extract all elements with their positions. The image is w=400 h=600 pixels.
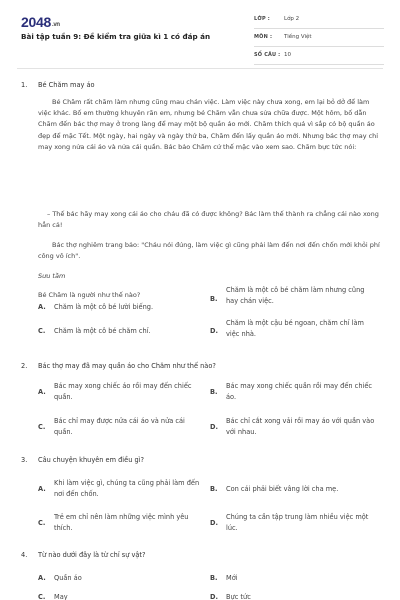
option-text: Mới bbox=[226, 574, 238, 582]
option-d[interactable] bbox=[210, 512, 383, 540]
option-d[interactable] bbox=[210, 416, 383, 444]
option-label: B. bbox=[210, 485, 218, 493]
question-text: Câu chuyện khuyên em điều gì? bbox=[38, 456, 144, 464]
option-text: Khi làm việc gì, chúng ta cũng phải làm đến nơi đến chốn. bbox=[54, 479, 200, 498]
passage-title: Bé Chăm may áo bbox=[38, 81, 95, 89]
question-1-heading bbox=[21, 81, 95, 89]
option-text: Bực tức bbox=[226, 593, 251, 600]
option-b[interactable] bbox=[210, 381, 383, 409]
passage-source: Sưu tầm bbox=[38, 272, 66, 280]
option-a[interactable] bbox=[38, 573, 208, 587]
option-text: May bbox=[54, 593, 68, 600]
meta-class-value: Lớp 2 bbox=[284, 16, 300, 22]
option-text: Chăm là một cậu bé ngoan, chăm chỉ làm việc nhà. bbox=[226, 319, 364, 338]
option-label: C. bbox=[38, 519, 46, 527]
option-text: Con cái phải biết vâng lời cha mẹ. bbox=[226, 485, 339, 493]
question-text: Bé Chăm là người như thế nào? bbox=[38, 291, 141, 299]
question-2-heading bbox=[21, 362, 216, 370]
option-text: Chúng ta cần tập trung làm nhiều việc một lúc. bbox=[226, 513, 369, 532]
option-text: Bác may xong chiếc áo rồi may đến chiếc quần. bbox=[54, 382, 192, 401]
meta-count-row bbox=[254, 50, 384, 65]
question-number: 3. bbox=[21, 456, 28, 464]
passage-paragraph: – Thế bác hãy may xong cái áo cho cháu đã có được không? Bác làm thế thành ra chẳng cái nào xong hẳn cả! bbox=[38, 210, 379, 230]
option-label: A. bbox=[38, 303, 46, 311]
meta-info bbox=[254, 14, 384, 59]
option-label: C. bbox=[38, 327, 46, 335]
option-a[interactable] bbox=[38, 478, 208, 506]
option-a[interactable] bbox=[38, 293, 208, 321]
meta-count-label: SỐ CÂU : bbox=[254, 52, 281, 58]
option-label: B. bbox=[210, 388, 218, 396]
option-text: Trẻ em chỉ nên làm những việc mình yêu thích. bbox=[54, 513, 189, 532]
question-4-heading bbox=[21, 551, 146, 559]
header bbox=[0, 0, 400, 70]
option-label: A. bbox=[38, 485, 46, 493]
meta-count-value: 10 bbox=[284, 52, 291, 58]
header-divider bbox=[17, 68, 383, 69]
question-number: 2. bbox=[21, 362, 28, 370]
meta-subject-row bbox=[254, 32, 384, 47]
meta-subject-value: Tiếng Việt bbox=[284, 34, 312, 40]
passage-paragraph: Bác thợ nghiêm trang bảo: "Cháu nói đúng, làm việc gì cũng phải làm đến nơi đến chốn mới khỏi phí công vô ích". bbox=[38, 241, 380, 261]
meta-subject-label: MÔN : bbox=[254, 34, 273, 40]
question-number: 4. bbox=[21, 551, 28, 559]
option-text: Bác chỉ cắt xong vải rồi may áo với quần vào với nhau. bbox=[226, 417, 375, 436]
option-label: A. bbox=[38, 574, 46, 582]
option-c[interactable] bbox=[38, 416, 208, 444]
option-label: C. bbox=[38, 593, 46, 600]
option-text: Chăm là một cô bé lười biếng. bbox=[54, 303, 154, 311]
option-text: Chăm là một cô bé chăm chỉ. bbox=[54, 327, 151, 335]
option-d[interactable] bbox=[210, 318, 383, 350]
option-b[interactable] bbox=[210, 285, 383, 317]
option-text: Chăm là một cô bé chăm làm nhưng cũng hay chán việc. bbox=[226, 286, 365, 305]
option-label: C. bbox=[38, 423, 46, 431]
question-number: 1. bbox=[21, 81, 28, 89]
option-label: D. bbox=[210, 327, 218, 335]
option-label: D. bbox=[210, 519, 218, 527]
meta-class-row bbox=[254, 14, 384, 29]
option-d[interactable] bbox=[210, 592, 383, 600]
option-a[interactable] bbox=[38, 381, 208, 409]
option-b[interactable] bbox=[210, 573, 383, 587]
passage-paragraph: Bé Chăm rất chăm làm nhưng cũng mau chán việc. Làm việc này chưa xong, em lại bỏ dở để làm việc khác. Bố em thường khuyên răn em, nhưng bé Chăm vẫn chưa sửa chữa được. Một hôm, bố dẫn Chăm đến bác thợ may ở trong làng để may một bộ quần áo mới. Chăm thích quá vì sắp có bộ quần áo đẹp để mặc Tết. Một ngày, hai ngày và ngày thứ ba, Chăm đến lấy quần áo mới. Nhưng bác thợ may chỉ may xong nửa cái áo và nửa cái quần. Bác bảo Chăm cứ thế mặc vào xem sao. Chăm bực tức nói: bbox=[38, 98, 379, 151]
option-c[interactable] bbox=[38, 325, 208, 345]
option-label: D. bbox=[210, 423, 218, 431]
option-text: Bác may xong chiếc quần rồi may đến chiếc áo. bbox=[226, 382, 373, 401]
question-3-heading bbox=[21, 456, 144, 464]
option-b[interactable] bbox=[210, 484, 383, 500]
option-text: Bác chỉ may được nửa cái áo và nửa cái quần. bbox=[54, 417, 185, 436]
option-label: A. bbox=[38, 388, 46, 396]
page-title: Bài tập tuần 9: Đề kiểm tra giữa kì 1 có đáp án bbox=[21, 32, 211, 41]
site-logo[interactable]: 2048.vn bbox=[21, 14, 60, 30]
option-c[interactable] bbox=[38, 592, 208, 600]
meta-class-label: LỚP : bbox=[254, 16, 270, 22]
question-text: Bác thợ may đã may quần áo cho Chăm như thế nào? bbox=[38, 362, 216, 370]
question-text: Từ nào dưới đây là từ chỉ sự vật? bbox=[38, 551, 146, 559]
option-label: D. bbox=[210, 593, 218, 600]
option-label: B. bbox=[210, 295, 218, 303]
option-text: Quần áo bbox=[54, 574, 82, 582]
option-label: B. bbox=[210, 574, 218, 582]
option-c[interactable] bbox=[38, 512, 208, 540]
